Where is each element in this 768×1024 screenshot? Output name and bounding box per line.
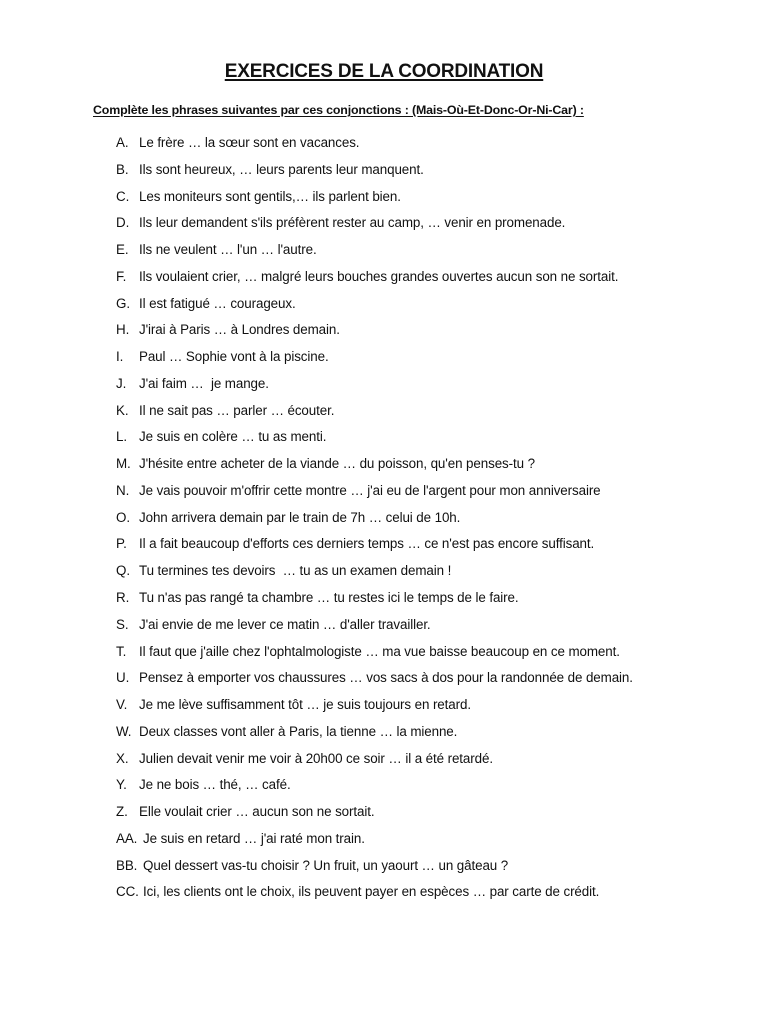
exercise-sentence: Le frère … la sœur sont en vacances. [139, 135, 360, 150]
exercise-letter: E. [116, 242, 129, 258]
exercise-sentence: J'hésite entre acheter de la viande … du poisson, qu'en penses-tu ? [139, 456, 535, 472]
exercise-letter: H. [116, 322, 130, 338]
exercise-item [116, 481, 736, 508]
exercise-letter: U. [116, 670, 130, 686]
exercise-sentence: Je suis en retard … j'ai raté mon train. [143, 830, 365, 846]
document-title: EXERCICES DE LA COORDINATION [224, 61, 544, 82]
exercise-item [116, 856, 736, 883]
exercise-sentence: Julien devait venir me voir à 20h00 ce soir … il a été retardé. [139, 750, 493, 766]
exercise-letter: AA. [116, 830, 138, 846]
exercise-letter: I. [116, 349, 124, 365]
exercise-sentence: Je me lève suffisamment tôt … je suis toujours en retard. [139, 697, 471, 713]
exercise-item [116, 454, 736, 481]
exercise-sentence: Deux classes vont aller à Paris, la tienne … la mienne. [139, 723, 458, 739]
exercise-letter: A. [116, 135, 129, 150]
exercise-letter: L. [116, 429, 127, 445]
exercise-sentence: Ils voulaient crier, … malgré leurs bouches grandes ouvertes aucun son ne sortait. [139, 268, 619, 284]
exercise-item [116, 561, 736, 588]
exercise-letter: N. [116, 482, 130, 498]
exercise-letter: K. [116, 402, 129, 418]
exercise-letter: V. [116, 697, 128, 713]
exercise-item [116, 642, 736, 669]
exercise-item [116, 240, 736, 267]
exercise-letter: B. [116, 161, 129, 177]
exercise-item [116, 347, 736, 374]
exercise-item [116, 133, 736, 160]
exercise-item [116, 187, 736, 214]
exercise-item [116, 668, 736, 695]
exercise-sentence: Il est fatigué … courageux. [139, 295, 296, 311]
exercise-sentence: Quel dessert vas-tu choisir ? Un fruit, un yaourt … un gâteau ? [143, 857, 509, 873]
exercise-item [116, 615, 736, 642]
exercise-letter: P. [116, 536, 127, 552]
exercise-sentence: John arrivera demain par le train de 7h … celui de 10h. [139, 509, 461, 525]
exercise-letter: CC. [116, 884, 139, 900]
instruction-text: Complète les phrases suivantes par ces conjonctions : (Mais-Où-Et-Donc-Or-Ni-Car) : [93, 103, 584, 117]
exercise-sentence: Tu termines tes devoirs … tu as un examen demain ! [139, 563, 452, 579]
exercise-letter: W. [116, 723, 132, 739]
exercise-letter: S. [116, 616, 129, 632]
exercise-item [116, 267, 736, 294]
exercise-item [116, 695, 736, 722]
exercise-item [116, 213, 736, 240]
exercise-letter: O. [116, 509, 130, 525]
exercise-sentence: Les moniteurs sont gentils,… ils parlent bien. [139, 188, 401, 204]
exercise-letter: M. [116, 456, 131, 472]
exercise-sentence: Paul … Sophie vont à la piscine. [139, 349, 329, 365]
exercise-letter: BB. [116, 857, 138, 873]
exercise-letter: C. [116, 188, 130, 204]
exercise-sentence: J'ai envie de me lever ce matin … d'aller travailler. [139, 616, 431, 632]
exercise-item [116, 775, 736, 802]
exercise-sentence: Ils ne veulent … l'un … l'autre. [139, 242, 317, 258]
exercise-item [116, 427, 736, 454]
exercise-item [116, 829, 736, 856]
exercise-letter: Y. [116, 777, 127, 793]
exercise-letter: Z. [116, 804, 128, 820]
exercise-sentence: Il faut que j'aille chez l'ophtalmologiste … ma vue baisse beaucoup en ce moment. [139, 643, 620, 659]
exercise-sentence: J'ai faim … je mange. [139, 375, 269, 391]
exercise-letter: Q. [116, 563, 130, 579]
exercise-sentence: Ils leur demandent s'ils préfèrent rester au camp, … venir en promenade. [139, 215, 566, 231]
exercise-sentence: Je ne bois … thé, … café. [139, 777, 291, 793]
exercise-item [116, 374, 736, 401]
exercise-letter: F. [116, 268, 127, 284]
exercise-item [116, 722, 736, 749]
exercise-item [116, 534, 736, 561]
exercise-sentence: Ici, les clients ont le choix, ils peuvent payer en espèces … par carte de crédit. [143, 884, 600, 900]
exercise-sentence: Je vais pouvoir m'offrir cette montre … j'ai eu de l'argent pour mon anniversaire [139, 482, 601, 498]
exercise-letter: X. [116, 750, 129, 766]
exercise-sentence: Il ne sait pas … parler … écouter. [139, 402, 335, 418]
exercise-item [116, 508, 736, 535]
exercise-sentence: Tu n'as pas rangé ta chambre … tu restes ici le temps de le faire. [139, 590, 519, 606]
exercise-item [116, 749, 736, 776]
exercise-letter: J. [116, 375, 127, 391]
exercise-letter: T. [116, 643, 127, 659]
exercise-sentence: J'irai à Paris … à Londres demain. [139, 322, 340, 338]
exercise-item [116, 160, 736, 187]
exercise-item [116, 588, 736, 615]
exercise-sentence: Elle voulait crier … aucun son ne sortait. [139, 804, 375, 820]
exercise-letter: R. [116, 590, 130, 606]
exercise-item [116, 882, 736, 909]
exercise-item [116, 802, 736, 829]
exercise-list [116, 133, 736, 909]
exercise-sentence: Il a fait beaucoup d'efforts ces derniers temps … ce n'est pas encore suffisant. [139, 536, 595, 552]
exercise-sentence: Je suis en colère … tu as menti. [139, 429, 327, 445]
exercise-item [116, 401, 736, 428]
exercise-sentence: Ils sont heureux, … leurs parents leur manquent. [139, 161, 424, 177]
exercise-item [116, 294, 736, 321]
exercise-item [116, 320, 736, 347]
exercise-letter: D. [116, 215, 130, 231]
exercise-letter: G. [116, 295, 130, 311]
exercise-sentence: Pensez à emporter vos chaussures … vos sacs à dos pour la randonnée de demain. [139, 670, 633, 686]
